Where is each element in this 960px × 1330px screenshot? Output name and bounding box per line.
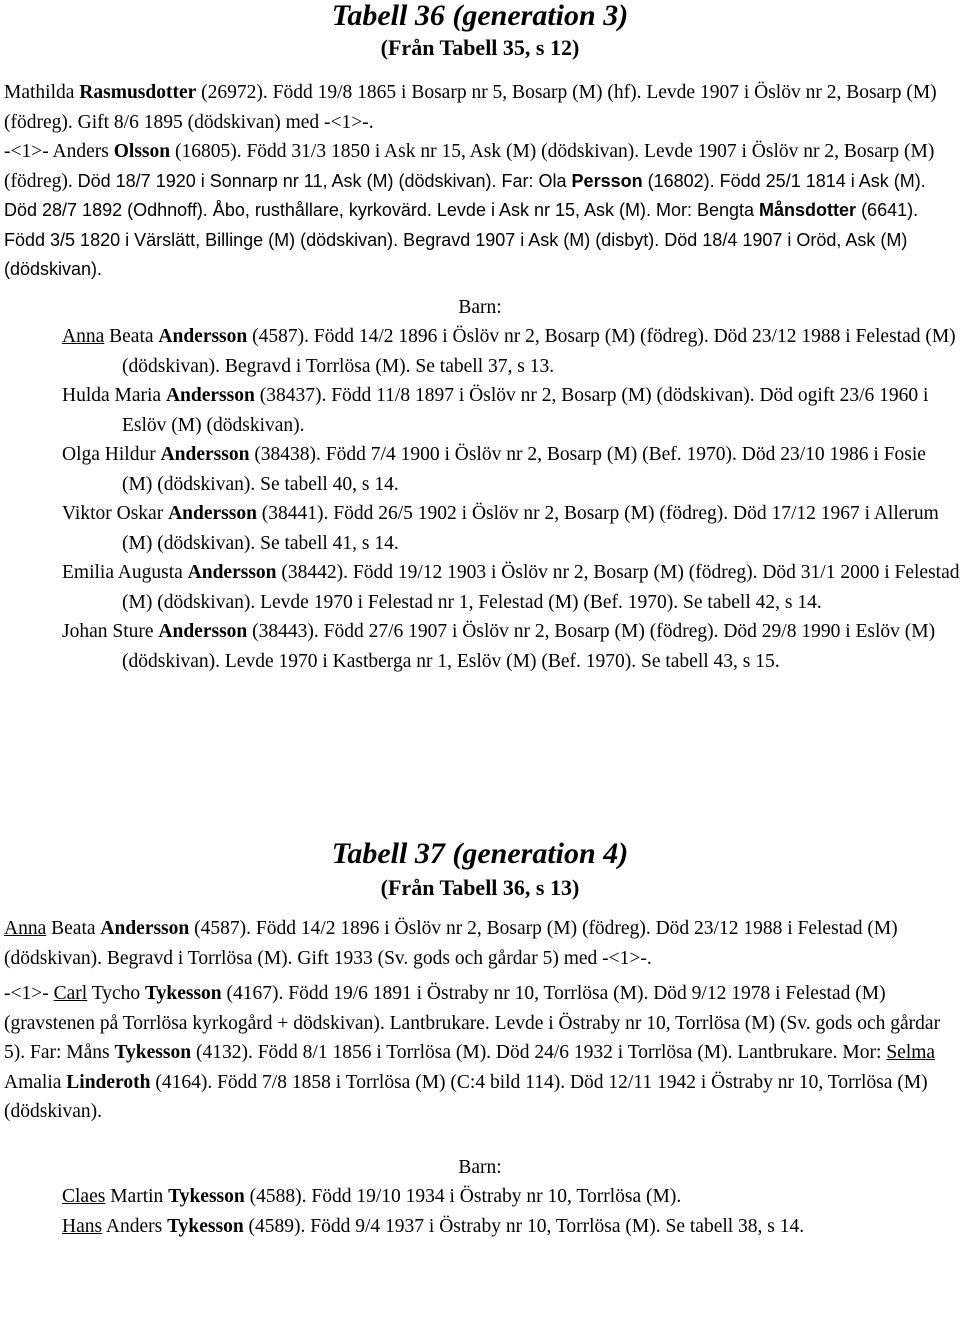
- children-label: Barn:: [458, 1156, 502, 1178]
- list-item: Hulda Maria Andersson (38437). Född 11/8 1897 i Öslöv nr 2, Bosarp (M) (dödskivan). Död ogift 23/6 1960 i Eslöv (M) (dödskivan).: [62, 385, 929, 436]
- section-title: Tabell 37 (generation 4): [331, 837, 629, 870]
- list-item: Emilia Augusta Andersson (38442). Född 19/12 1903 i Öslöv nr 2, Bosarp (M) (födreg). Död 31/1 2000 i Felestad (M) (dödskivan). Levde 1970 i Felestad nr 1, Felestad (M) (Bef. 1970). Se tabell 42, s 14.: [62, 562, 960, 613]
- main-person-paragraph: Anna Beata Andersson (4587). Född 14/2 1896 i Öslöv nr 2, Bosarp (M) (födreg). Död 23/12 1988 i Felestad (M) (dödskivan). Begravd i Torrlösa (M). Gift 1933 (Sv. gods och gårdar 5) med -<1>-.: [4, 918, 898, 969]
- list-item: Anna Beata Andersson (4587). Född 14/2 1896 i Öslöv nr 2, Bosarp (M) (födreg). Död 23/12 1988 i Felestad (M) (dödskivan). Begravd i Torrlösa (M). Se tabell 37, s 13.: [62, 326, 956, 377]
- person-surname: Tykesson: [145, 983, 222, 1004]
- list-item: Claes Martin Tykesson (4588). Född 19/10 1934 i Östraby nr 10, Torrlösa (M).: [62, 1186, 682, 1207]
- section-subtitle: (Från Tabell 36, s 13): [380, 875, 580, 900]
- person-surname: Linderoth: [66, 1071, 151, 1093]
- person-surname: Persson: [571, 170, 643, 191]
- person-surname: Månsdotter: [759, 200, 857, 220]
- person-surname: Rasmusdotter: [79, 82, 197, 103]
- person-surname: Andersson: [100, 918, 190, 939]
- section-title: Tabell 36 (generation 3): [331, 0, 629, 32]
- list-item: Viktor Oskar Andersson (38441). Född 26/5 1902 i Öslöv nr 2, Bosarp (M) (födreg). Död 17/12 1967 i Allerum (M) (dödskivan). Se tabell 41, s 14.: [62, 503, 939, 554]
- person-surname: Tykesson: [114, 1042, 192, 1063]
- section-subtitle: (Från Tabell 35, s 12): [380, 35, 580, 60]
- table-37-section: [0, 838, 960, 1241]
- list-item: Hans Anders Tykesson (4589). Född 9/4 1937 i Östraby nr 10, Torrlösa (M). Se tabell 38, s 14.: [62, 1215, 805, 1237]
- list-item: Olga Hildur Andersson (38438). Född 7/4 1900 i Öslöv nr 2, Bosarp (M) (Bef. 1970). Död 23/10 1986 i Fosie (M) (dödskivan). Se tabell 40, s 14.: [62, 444, 926, 495]
- spouse-paragraph: -<1>- Carl Tycho Tykesson (4167). Född 19/6 1891 i Östraby nr 10, Torrlösa (M). Död 9/12 1978 i Felestad (M) (gravstenen på Torrlösa kyrkogård + dödskivan). Lantbrukare. Levde i Östraby nr 10, Torrlösa (M) (Sv. gods och gårdar 5). Far: Måns Tykesson (4132). Född 8/1 1856 i Torrlösa (M). Död 24/6 1932 i Torrlösa (M). Lantbrukare. Mor: Selma Amalia Linderoth (4164). Född 7/8 1858 i Torrlösa (M) (C:4 bild 114). Död 12/11 1942 i Östraby nr 10, Torrlösa (M) (dödskivan).: [4, 983, 941, 1122]
- children-label: Barn:: [458, 296, 502, 318]
- children-list: [0, 1182, 960, 1241]
- main-person-paragraph: Mathilda Rasmusdotter (26972). Född 19/8 1865 i Bosarp nr 5, Bosarp (M) (hf). Levde 1907 i Öslöv nr 2, Bosarp (M) (födreg). Gift 8/6 1895 (dödskivan) med -<1>-.: [4, 82, 937, 133]
- list-item: Johan Sture Andersson (38443). Född 27/6 1907 i Öslöv nr 2, Bosarp (M) (födreg). Död 29/8 1990 i Eslöv (M) (dödskivan). Levde 1970 i Kastberga nr 1, Eslöv (M) (Bef. 1970). Se tabell 43, s 15.: [62, 621, 936, 672]
- person-surname: Olsson: [113, 141, 171, 162]
- children-list: [0, 322, 960, 676]
- spouse-paragraph: -<1>- Anders Olsson (16805). Född 31/3 1850 i Ask nr 15, Ask (M) (dödskivan). Levde 1907 i Öslöv nr 2, Bosarp (M) (födreg). Död 18/7 1920 i Sonnarp nr 11, Ask (M) (dödskivan). Far: Ola Persson (16802). Född 25/1 1814 i Ask (M). Död 28/7 1892 (Odhnoff). Åbo, rusthållare, kyrkovärd. Levde i Ask nr 15, Ask (M). Mor: Bengta Månsdotter (6641). Född 3/5 1820 i Värslätt, Billinge (M) (dödskivan). Begravd 1907 i Ask (M) (disbyt). Död 18/4 1907 i Oröd, Ask (M) (dödskivan).: [4, 141, 935, 279]
